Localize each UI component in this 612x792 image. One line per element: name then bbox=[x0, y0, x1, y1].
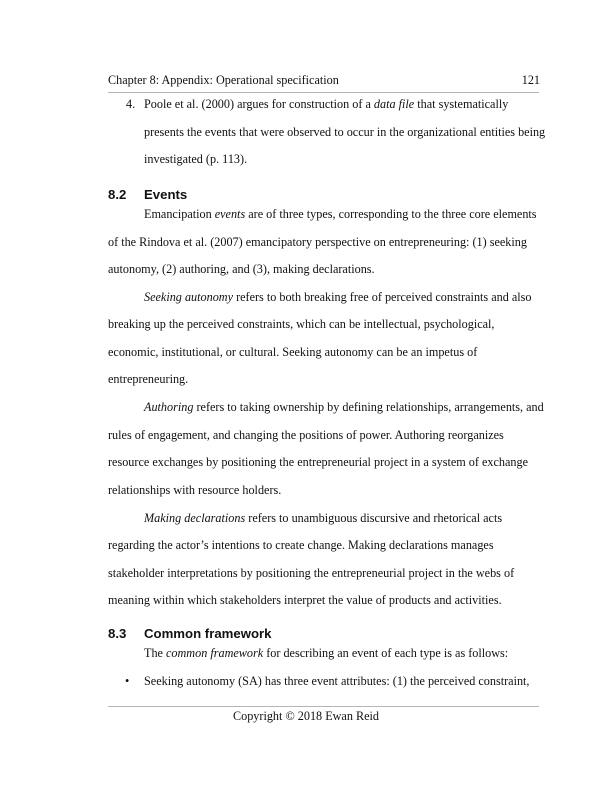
paragraph-line: economic, institutional, or cultural. Seeking autonomy can be an impetus of bbox=[108, 345, 478, 359]
list-item-4-line-2: presents the events that were observed to occur in the organizational entities being bbox=[144, 125, 546, 139]
paragraph-line: meaning within which stakeholders interpret the value of products and activities. bbox=[108, 593, 502, 607]
paragraph-line: rules of engagement, and changing the positions of power. Authoring reorganizes bbox=[108, 428, 504, 442]
paragraph-line: stakeholder interpretations by positioning the entrepreneurial project in the webs of bbox=[108, 566, 515, 580]
section-title: Events bbox=[144, 187, 188, 202]
section-heading-8-3 bbox=[108, 626, 272, 641]
paragraph-line: entrepreneuring. bbox=[108, 372, 189, 386]
section-heading-8-2 bbox=[108, 187, 187, 202]
paragraph-line: Emancipation events are of three types, corresponding to the three core elements bbox=[144, 207, 537, 221]
list-item-4-line-1: Poole et al. (2000) argues for construction of a data file that systematically bbox=[144, 97, 509, 111]
list-number: 4. bbox=[126, 97, 136, 111]
paragraph-line: autonomy, (2) authoring, and (3), making declarations. bbox=[108, 262, 375, 276]
paragraph-line: regarding the actor’s intentions to create change. Making declarations manages bbox=[108, 538, 494, 552]
running-header-title: Chapter 8: Appendix: Operational specification bbox=[108, 73, 339, 87]
section-number: 8.3 bbox=[108, 626, 127, 641]
paragraph-line: of the Rindova et al. (2007) emancipatory perspective on entrepreneuring: (1) seeking bbox=[108, 235, 527, 249]
footer-copyright: Copyright © 2018 Ewan Reid bbox=[232, 709, 380, 723]
paragraph-line: Making declarations refers to unambiguous discursive and rhetorical acts bbox=[144, 511, 503, 525]
paragraph-line: breaking up the perceived constraints, which can be intellectual, psychological, bbox=[108, 317, 495, 331]
page-number: 121 bbox=[521, 73, 540, 87]
bullet-icon: • bbox=[125, 674, 130, 688]
section-title: Common framework bbox=[144, 626, 272, 641]
paragraph-line: Seeking autonomy refers to both breaking free of perceived constraints and also bbox=[144, 290, 532, 304]
footer-divider bbox=[108, 706, 539, 707]
paragraph-line: Authoring refers to taking ownership by defining relationships, arrangements, and bbox=[144, 400, 544, 414]
bullet-item: Seeking autonomy (SA) has three event attributes: (1) the perceived constraint, bbox=[144, 674, 530, 688]
section-number: 8.2 bbox=[108, 187, 127, 202]
paragraph-line: resource exchanges by positioning the entrepreneurial project in a system of exchange bbox=[108, 455, 528, 469]
paragraph-line: relationships with resource holders. bbox=[108, 483, 282, 497]
paragraph-line: The common framework for describing an event of each type is as follows: bbox=[144, 646, 509, 660]
header-divider bbox=[108, 92, 539, 93]
list-item-4-line-3: investigated (p. 113). bbox=[144, 152, 248, 166]
